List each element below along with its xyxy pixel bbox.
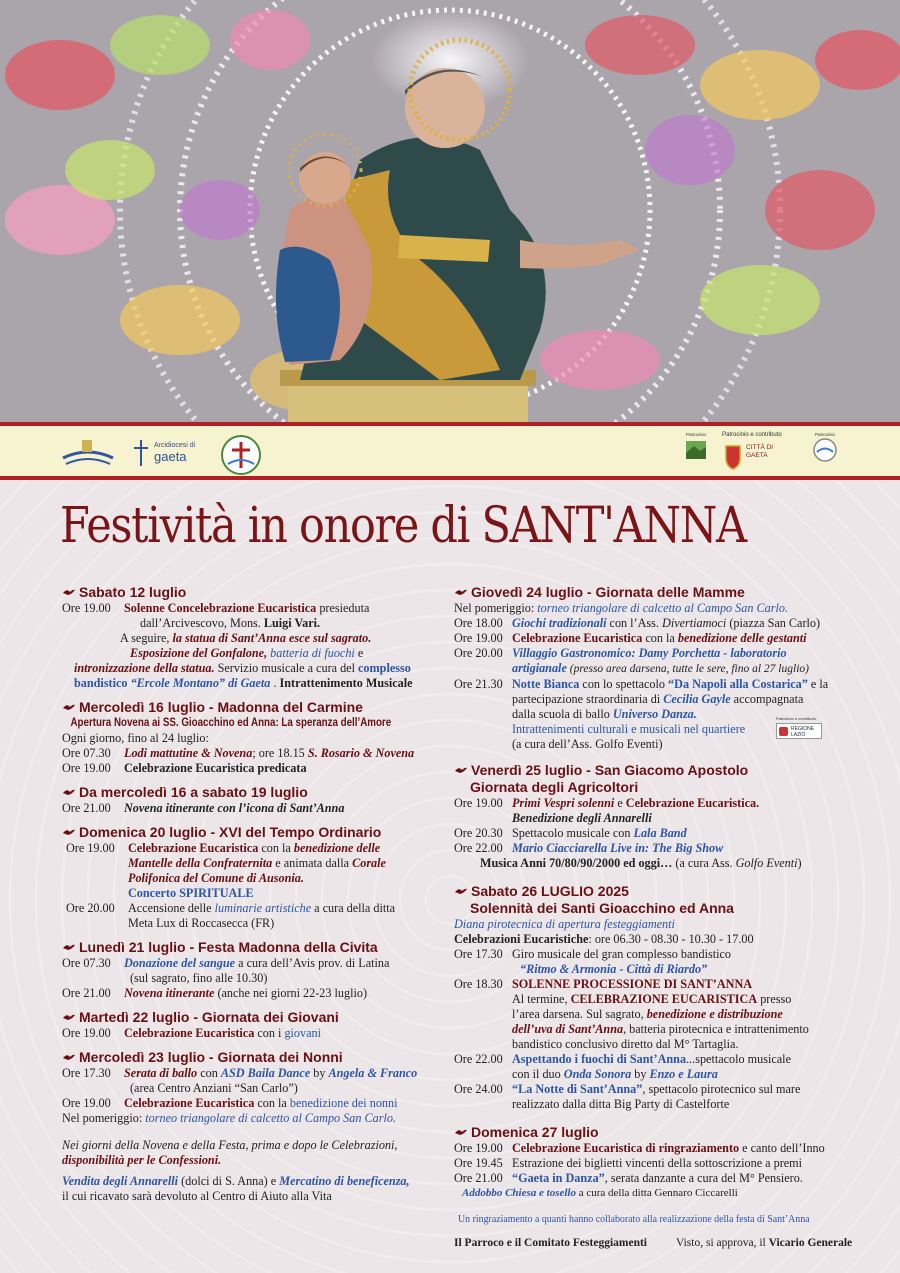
landscape-icon bbox=[684, 437, 708, 461]
event-line: “Ritmo & Armonia - Città di Riardo” bbox=[520, 962, 708, 976]
novena-subtitle: Apertura Novena ai SS. Gioacchino ed Anna: La speranza dell’Amore bbox=[70, 717, 392, 729]
event-line: Ogni giorno, fino al 24 luglio: bbox=[62, 731, 209, 745]
section-heading: Giovedì 24 luglio - Giornata delle Mamme bbox=[454, 584, 854, 601]
event-line: Benedizione degli Annarelli bbox=[512, 811, 652, 825]
event-row: Ore 22.00 Aspettando i fuochi di Sant’Anna...spettacolo musicale bbox=[454, 1052, 791, 1066]
event-row: Ore 21.00 Novena itinerante con l’icona di Sant’Anna bbox=[62, 801, 345, 815]
event-line: intronizzazione della statua. Servizio musicale a cura del complesso bbox=[74, 661, 411, 675]
event-line: (area Centro Anziani “San Carlo”) bbox=[130, 1081, 298, 1095]
event-line: Diana pirotecnica di apertura festeggiamenti bbox=[454, 917, 675, 931]
event-row: Ore 21.00 Novena itinerante (anche nei giorni 22-23 luglio) bbox=[62, 986, 368, 1000]
event-line: Al termine, CELEBRAZIONE EUCARISTICA presso bbox=[512, 992, 792, 1006]
event-row: Ore 07.30 Lodi mattutine & Novena; ore 18.15 S. Rosario & Novena bbox=[62, 746, 415, 760]
event-line: dall’Arcivescovo, Mons. Luigi Vari. bbox=[140, 616, 321, 630]
event-line: l’area darsena. Sul sagrato, benedizione e distribuzione bbox=[512, 1007, 783, 1021]
thanks-line: Un ringraziamento a quanti hanno collaborato alla realizzazione della festa di Sant’Anna bbox=[458, 1213, 810, 1225]
patrocinio-contributo-label: Patrocinio e contributo bbox=[722, 432, 782, 438]
coat-of-arms-icon bbox=[724, 444, 742, 470]
event-line: artigianale (presso area darsena, tutte le sere, fino al 27 luglio) bbox=[512, 661, 809, 675]
event-line: Addobbo Chiesa e tosello a cura della ditta Gennaro Ciccarelli bbox=[462, 1187, 738, 1199]
section-heading: Venerdì 25 luglio - San Giacomo Apostolo bbox=[454, 762, 854, 779]
event-row: Ore 21.30 Notte Bianca con lo spettacolo “Da Napoli alla Costarica” e la bbox=[454, 677, 829, 691]
dove-icon bbox=[62, 1012, 76, 1022]
event-line: Meta Lux di Roccasecca (FR) bbox=[128, 916, 275, 930]
event-row: Ore 19.00 Celebrazione Eucaristica con la benedizione delle bbox=[66, 841, 381, 855]
regione-lazio-logo bbox=[776, 716, 826, 744]
notes-block bbox=[62, 1138, 446, 1204]
note-line: Vendita degli Annarelli (dolci di S. Anna) e Mercatino di beneficenza, bbox=[62, 1174, 410, 1188]
section-sabato-26 bbox=[454, 883, 854, 1112]
regione-label: Patrocinio e contributo bbox=[776, 716, 816, 721]
section-heading: Da mercoledì 16 a sabato 19 luglio bbox=[62, 784, 446, 801]
event-row: Ore 22.00 Mario Ciacciarella Live in: The Big Show bbox=[454, 841, 724, 855]
section-subheading: Solennità dei Santi Gioacchino ed Anna bbox=[470, 900, 734, 916]
event-row: Ore 24.00 “La Notte di Sant’Anna”, spettacolo pirotecnico sul mare bbox=[454, 1082, 801, 1096]
section-sabato-12 bbox=[62, 584, 446, 691]
event-row: Ore 07.30 Donazione del sangue a cura dell’Avis prov. di Latina bbox=[62, 956, 390, 970]
section-heading: Sabato 26 LUGLIO 2025 bbox=[454, 883, 854, 900]
event-line: Musica Anni 70/80/90/2000 ed oggi… (a cura Ass. Golfo Eventi) bbox=[480, 856, 802, 870]
event-row: Ore 20.00 Villaggio Gastronomico: Damy Porchetta - laboratorio bbox=[454, 646, 787, 660]
dove-icon bbox=[62, 942, 76, 952]
arcidiocesi-logo bbox=[130, 438, 200, 472]
patrocinio-right-label: Patrocinio bbox=[814, 432, 835, 437]
right-column bbox=[454, 584, 854, 1209]
event-row: Ore 21.00 “Gaeta in Danza”, serata danzante a cura del M° Pensiero. bbox=[454, 1171, 803, 1185]
arcidiocesi-line2: gaeta bbox=[154, 449, 187, 464]
section-lunedi-21 bbox=[62, 939, 446, 1001]
dove-icon bbox=[62, 1052, 76, 1062]
logo-bar bbox=[0, 422, 900, 480]
parish-logo bbox=[58, 436, 118, 472]
section-heading: Domenica 20 luglio - XVI del Tempo Ordinario bbox=[62, 824, 446, 841]
event-line: Celebrazioni Eucaristiche: ore 06.30 - 08.30 - 10.30 - 17.00 bbox=[454, 932, 754, 946]
left-column bbox=[62, 584, 446, 1212]
event-line: (a cura dell’Ass. Golfo Eventi) bbox=[512, 737, 663, 751]
dove-icon bbox=[454, 765, 468, 775]
section-domenica-27 bbox=[454, 1124, 854, 1201]
statue-illustration bbox=[0, 0, 900, 422]
event-line: bandistico “Ercole Montano” di Gaeta . Intrattenimento Musicale bbox=[74, 676, 413, 690]
church-wave-icon bbox=[58, 436, 118, 472]
patrocinio-right-logo bbox=[808, 432, 842, 476]
section-heading: Sabato 12 luglio bbox=[62, 584, 446, 601]
patrocinio-left-label: Patrocinio bbox=[685, 432, 706, 437]
event-row: Ore 17.30 Serata di ballo con ASD Baila Dance by Angela & Franco bbox=[62, 1066, 418, 1080]
event-line: Mantelle della Confraternita e animata dalla Corale bbox=[128, 856, 386, 870]
event-row: Ore 19.45 Estrazione dei biglietti vincenti della sottoscrizione a premi bbox=[454, 1156, 803, 1170]
event-row: Ore 19.00 Celebrazione Eucaristica di ringraziamento e canto dell’Inno bbox=[454, 1141, 825, 1155]
section-martedi-22 bbox=[62, 1009, 446, 1041]
event-row: Ore 19.00 Celebrazione Eucaristica con la benedizione dei nonni bbox=[62, 1096, 398, 1110]
dove-icon bbox=[454, 1127, 468, 1137]
section-heading: Mercoledì 16 luglio - Madonna del Carmine bbox=[62, 699, 446, 716]
regione-emblem-icon bbox=[779, 727, 788, 736]
section-heading: Martedì 22 luglio - Giornata dei Giovani bbox=[62, 1009, 446, 1026]
round-emblem-icon bbox=[812, 437, 838, 463]
event-row: Ore 17.30 Giro musicale del gran complesso bandistico bbox=[454, 947, 731, 961]
section-16-19 bbox=[62, 784, 446, 816]
event-row: Ore 19.00 Celebrazione Eucaristica con i giovani bbox=[62, 1026, 321, 1040]
event-line: Intrattenimenti culturali e musicali nel quartiere bbox=[512, 722, 746, 736]
dove-icon bbox=[62, 702, 76, 712]
event-row: Ore 19.00 Primi Vespri solenni e Celebrazione Eucaristica. bbox=[454, 796, 760, 810]
section-mercoledi-16 bbox=[62, 699, 446, 776]
event-line: Nel pomeriggio: torneo triangolare di calcetto al Campo San Carlo. bbox=[454, 601, 789, 615]
hero-image bbox=[0, 0, 900, 422]
event-line: A seguire, la statua di Sant’Anna esce sul sagrato. bbox=[120, 631, 372, 645]
dove-icon bbox=[62, 827, 76, 837]
event-line: Concerto SPIRITUALE bbox=[128, 886, 254, 900]
citta-gaeta-logo bbox=[722, 432, 794, 476]
event-line: Polifonica del Comune di Ausonia. bbox=[128, 871, 304, 885]
citta-label: CITTÀ DI GAETA bbox=[746, 444, 774, 459]
event-row: Ore 19.00 Solenne Concelebrazione Eucaristica presieduta bbox=[62, 601, 370, 615]
event-row: Ore 20.00 Accensione delle luminarie artistiche a cura della ditta bbox=[66, 901, 396, 915]
event-line: partecipazione straordinaria di Cecilia Gayle accompagnata bbox=[512, 692, 804, 706]
section-heading: Mercoledì 23 luglio - Giornata dei Nonni bbox=[62, 1049, 446, 1066]
section-domenica-20 bbox=[62, 824, 446, 931]
arcidiocesi-line1: Arcidiocesi di bbox=[154, 442, 196, 449]
seal-logo bbox=[218, 434, 264, 476]
patrocinio-left-logo bbox=[676, 432, 716, 476]
footer-left: Il Parroco e il Comitato Festeggiamenti bbox=[454, 1237, 647, 1249]
event-line: Nel pomeriggio: torneo triangolare di calcetto al Campo San Carlo. bbox=[62, 1111, 397, 1125]
cross-icon bbox=[130, 438, 152, 468]
event-row: Ore 19.00 Celebrazione Eucaristica con la benedizione delle gestanti bbox=[454, 631, 807, 645]
event-line: realizzato dalla ditta Big Party di Castelforte bbox=[512, 1097, 730, 1111]
regione-box bbox=[776, 723, 822, 739]
note-line: il cui ricavato sarà devoluto al Centro di Aiuto alla Vita bbox=[62, 1189, 332, 1203]
dove-icon bbox=[62, 587, 76, 597]
round-seal-icon bbox=[218, 434, 264, 476]
event-row: Ore 20.30 Spettacolo musicale con Lala Band bbox=[454, 826, 687, 840]
note-line: disponibilità per le Confessioni. bbox=[62, 1153, 222, 1167]
section-subheading: Giornata degli Agricoltori bbox=[470, 779, 639, 795]
event-row: Ore 18.00 Giochi tradizionali con l’Ass. Divertiamoci (piazza San Carlo) bbox=[454, 616, 821, 630]
dove-icon bbox=[454, 886, 468, 896]
note-line: Nei giorni della Novena e della Festa, prima e dopo le Celebrazioni, bbox=[62, 1138, 398, 1152]
event-line: (sul sagrato, fino alle 10.30) bbox=[130, 971, 268, 985]
event-line: con il duo Onda Sonora by Enzo e Laura bbox=[512, 1067, 718, 1081]
dove-icon bbox=[454, 587, 468, 597]
page-title: Festività in onore di SANT'ANNA bbox=[60, 496, 746, 554]
section-mercoledi-23 bbox=[62, 1049, 446, 1126]
regione-name: REGIONE LAZIO bbox=[791, 726, 815, 738]
event-row: Ore 18.30 SOLENNE PROCESSIONE DI SANT’ANNA bbox=[454, 977, 753, 991]
event-line: dell’uva di Sant’Anna, batteria pirotecnica e intrattenimento bbox=[512, 1022, 809, 1036]
event-line: Esposizione del Gonfalone, batteria di fuochi e bbox=[130, 646, 364, 660]
section-venerdi-25 bbox=[454, 762, 854, 871]
footer-right: Visto, si approva, il Vicario Generale bbox=[676, 1237, 853, 1249]
section-heading: Domenica 27 luglio bbox=[454, 1124, 854, 1141]
event-row: Ore 19.00 Celebrazione Eucaristica predicata bbox=[62, 761, 307, 775]
event-line: dalla scuola di ballo Universo Danza. bbox=[512, 707, 697, 721]
event-line: bandistico conclusivo diretto dal M° Tartaglia. bbox=[512, 1037, 739, 1051]
dove-icon bbox=[62, 787, 76, 797]
section-heading: Lunedì 21 luglio - Festa Madonna della Civita bbox=[62, 939, 446, 956]
